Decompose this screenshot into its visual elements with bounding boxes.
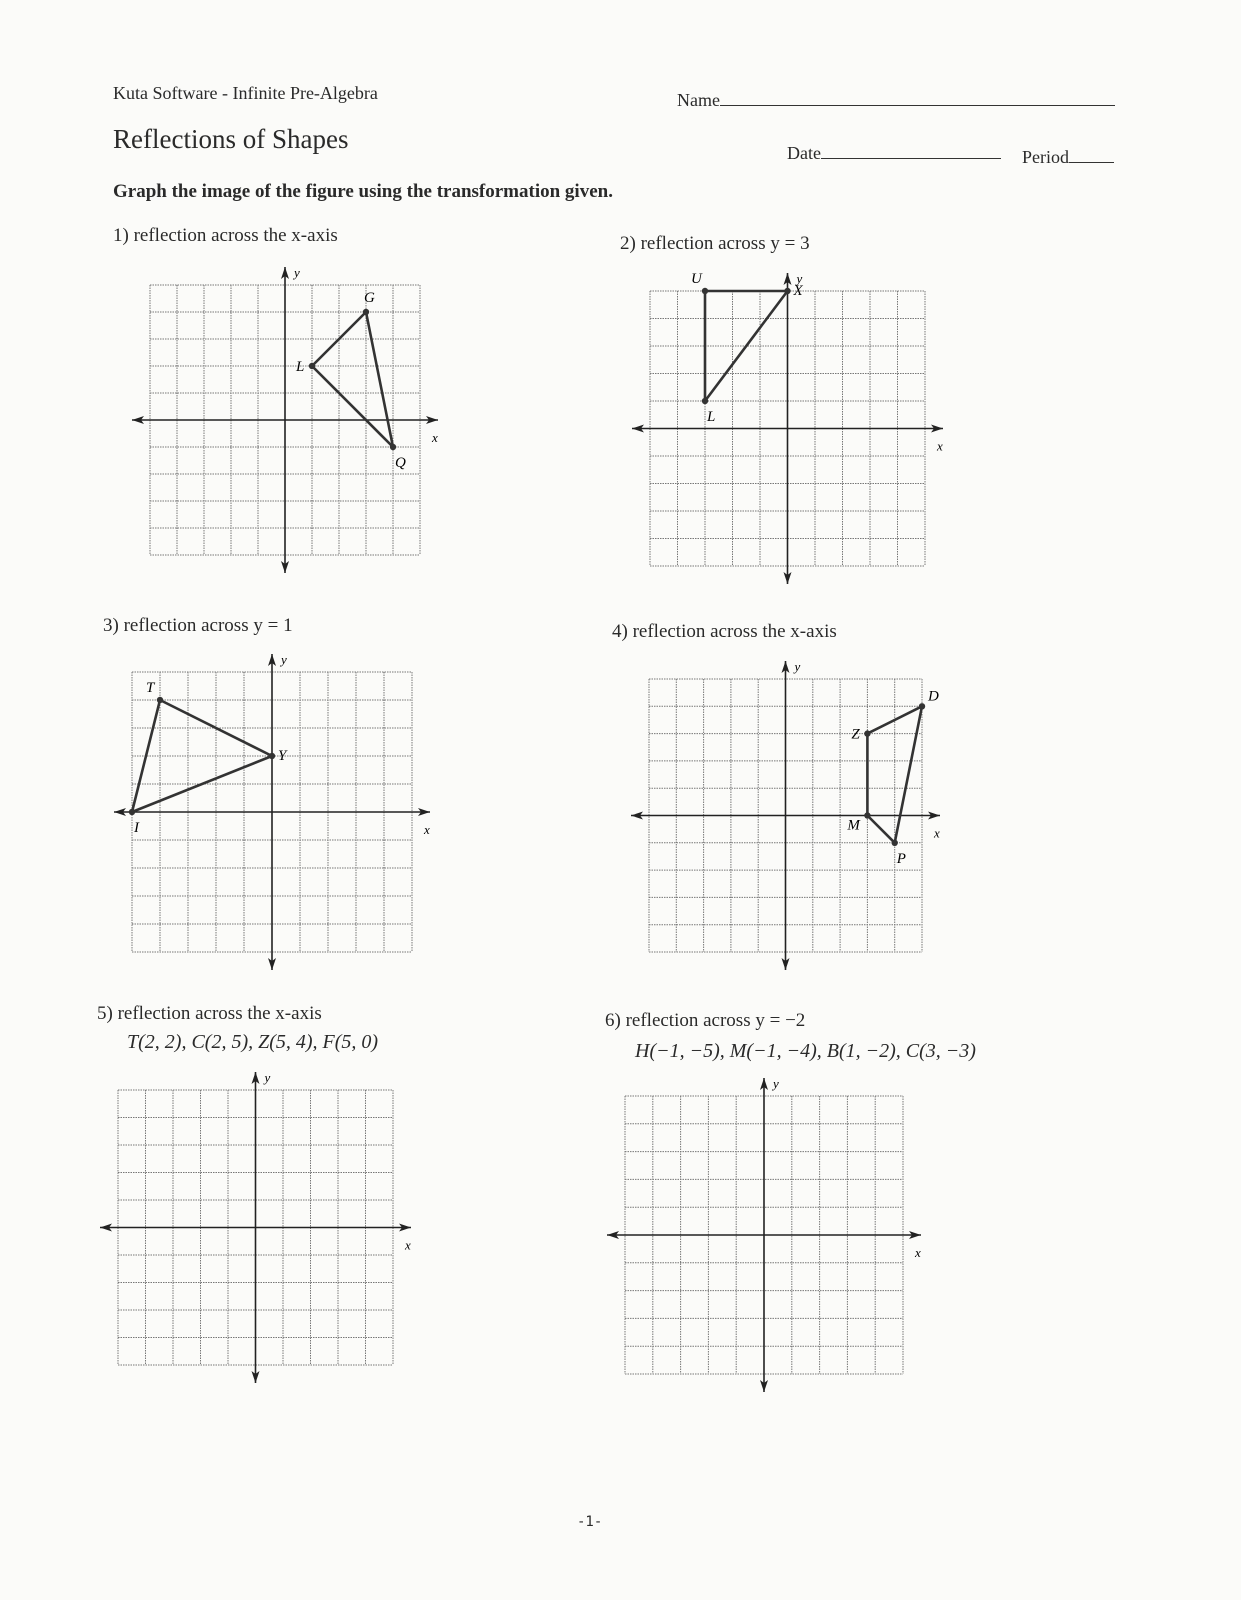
vertex-point [891, 839, 897, 845]
date-field[interactable] [787, 142, 1001, 164]
vertex-point [309, 363, 315, 369]
x-axis-label: x [915, 1245, 921, 1260]
vertex-point [864, 812, 870, 818]
y-axis-label: y [294, 265, 300, 280]
vertex-label: X [793, 282, 803, 299]
vertex-point [390, 444, 396, 450]
vertex-label: Q [395, 455, 406, 471]
x-axis-label: x [432, 430, 438, 445]
vertex-label: G [364, 290, 375, 306]
problem-text: reflection across y = 1 [123, 615, 293, 636]
graph-6[interactable] [585, 1056, 943, 1414]
graph-2[interactable] [610, 251, 965, 606]
page-title: Reflections of Shapes [113, 124, 349, 154]
name-label: Name [677, 90, 720, 110]
graph-4[interactable] [609, 639, 962, 992]
vertex-label: P [896, 850, 906, 867]
x-axis-label: x [936, 438, 943, 453]
x-axis-label: x [404, 1237, 411, 1252]
date-label: Date [787, 143, 821, 163]
graph-5[interactable] [78, 1050, 433, 1405]
problem-text: reflection across the x-axis [117, 1003, 322, 1024]
problem-number: 6) [605, 1010, 621, 1031]
figure-polygon [312, 312, 393, 447]
period-field[interactable] [1022, 146, 1114, 168]
problem-number: 1) [113, 225, 129, 246]
vertex-point [701, 397, 707, 403]
vertex-point [157, 697, 163, 703]
vertex-label: D [927, 687, 939, 704]
vertex-label: T [146, 680, 155, 696]
vertex-label: L [296, 359, 305, 375]
vertex-point [918, 703, 924, 709]
y-axis-label: y [794, 658, 800, 674]
y-axis-label: y [281, 652, 287, 667]
problem-1 [113, 225, 338, 247]
problem-6-points: H(−1, −5), M(−1, −4), B(1, −2), C(3, −3) [635, 1040, 976, 1062]
problem-number: 2) [620, 233, 636, 254]
problem-number: 3) [103, 615, 119, 636]
instructions: Graph the image of the figure using the transformation given. [113, 181, 613, 202]
vertex-point [784, 287, 790, 293]
period-label: Period [1022, 147, 1069, 167]
problem-text: reflection across y = −2 [625, 1010, 806, 1031]
x-axis-label: x [424, 822, 430, 837]
y-axis-label: y [773, 1076, 779, 1091]
problem-5 [97, 1003, 322, 1025]
problem-number: 5) [97, 1003, 113, 1024]
name-field[interactable] [677, 89, 1115, 111]
publisher-line: Kuta Software - Infinite Pre-Algebra [113, 83, 378, 103]
graph-3[interactable] [92, 632, 452, 992]
problem-text: reflection across the x-axis [632, 621, 837, 642]
problem-number: 4) [612, 621, 628, 642]
vertex-point [269, 753, 275, 759]
vertex-label: Z [850, 726, 860, 743]
vertex-label: I [134, 820, 139, 836]
vertex-label: U [690, 270, 702, 287]
vertex-point [129, 809, 135, 815]
x-axis-label: x [933, 825, 940, 840]
vertex-label: M [846, 817, 860, 833]
y-axis-label: y [796, 270, 802, 286]
vertex-label: L [706, 408, 715, 425]
vertex-point [363, 309, 369, 315]
graph-1[interactable] [110, 245, 460, 595]
problem-text: reflection across y = 3 [640, 233, 810, 254]
vertex-point [701, 287, 707, 293]
problem-5-points: T(2, 2), C(2, 5), Z(5, 4), F(5, 0) [127, 1031, 379, 1053]
problem-6 [605, 1010, 805, 1032]
page-number: -1- [577, 1514, 603, 1530]
vertex-label: Y [278, 748, 287, 764]
vertex-point [864, 730, 870, 736]
problem-text: reflection across the x-axis [133, 225, 338, 246]
y-axis-label: y [264, 1069, 270, 1085]
